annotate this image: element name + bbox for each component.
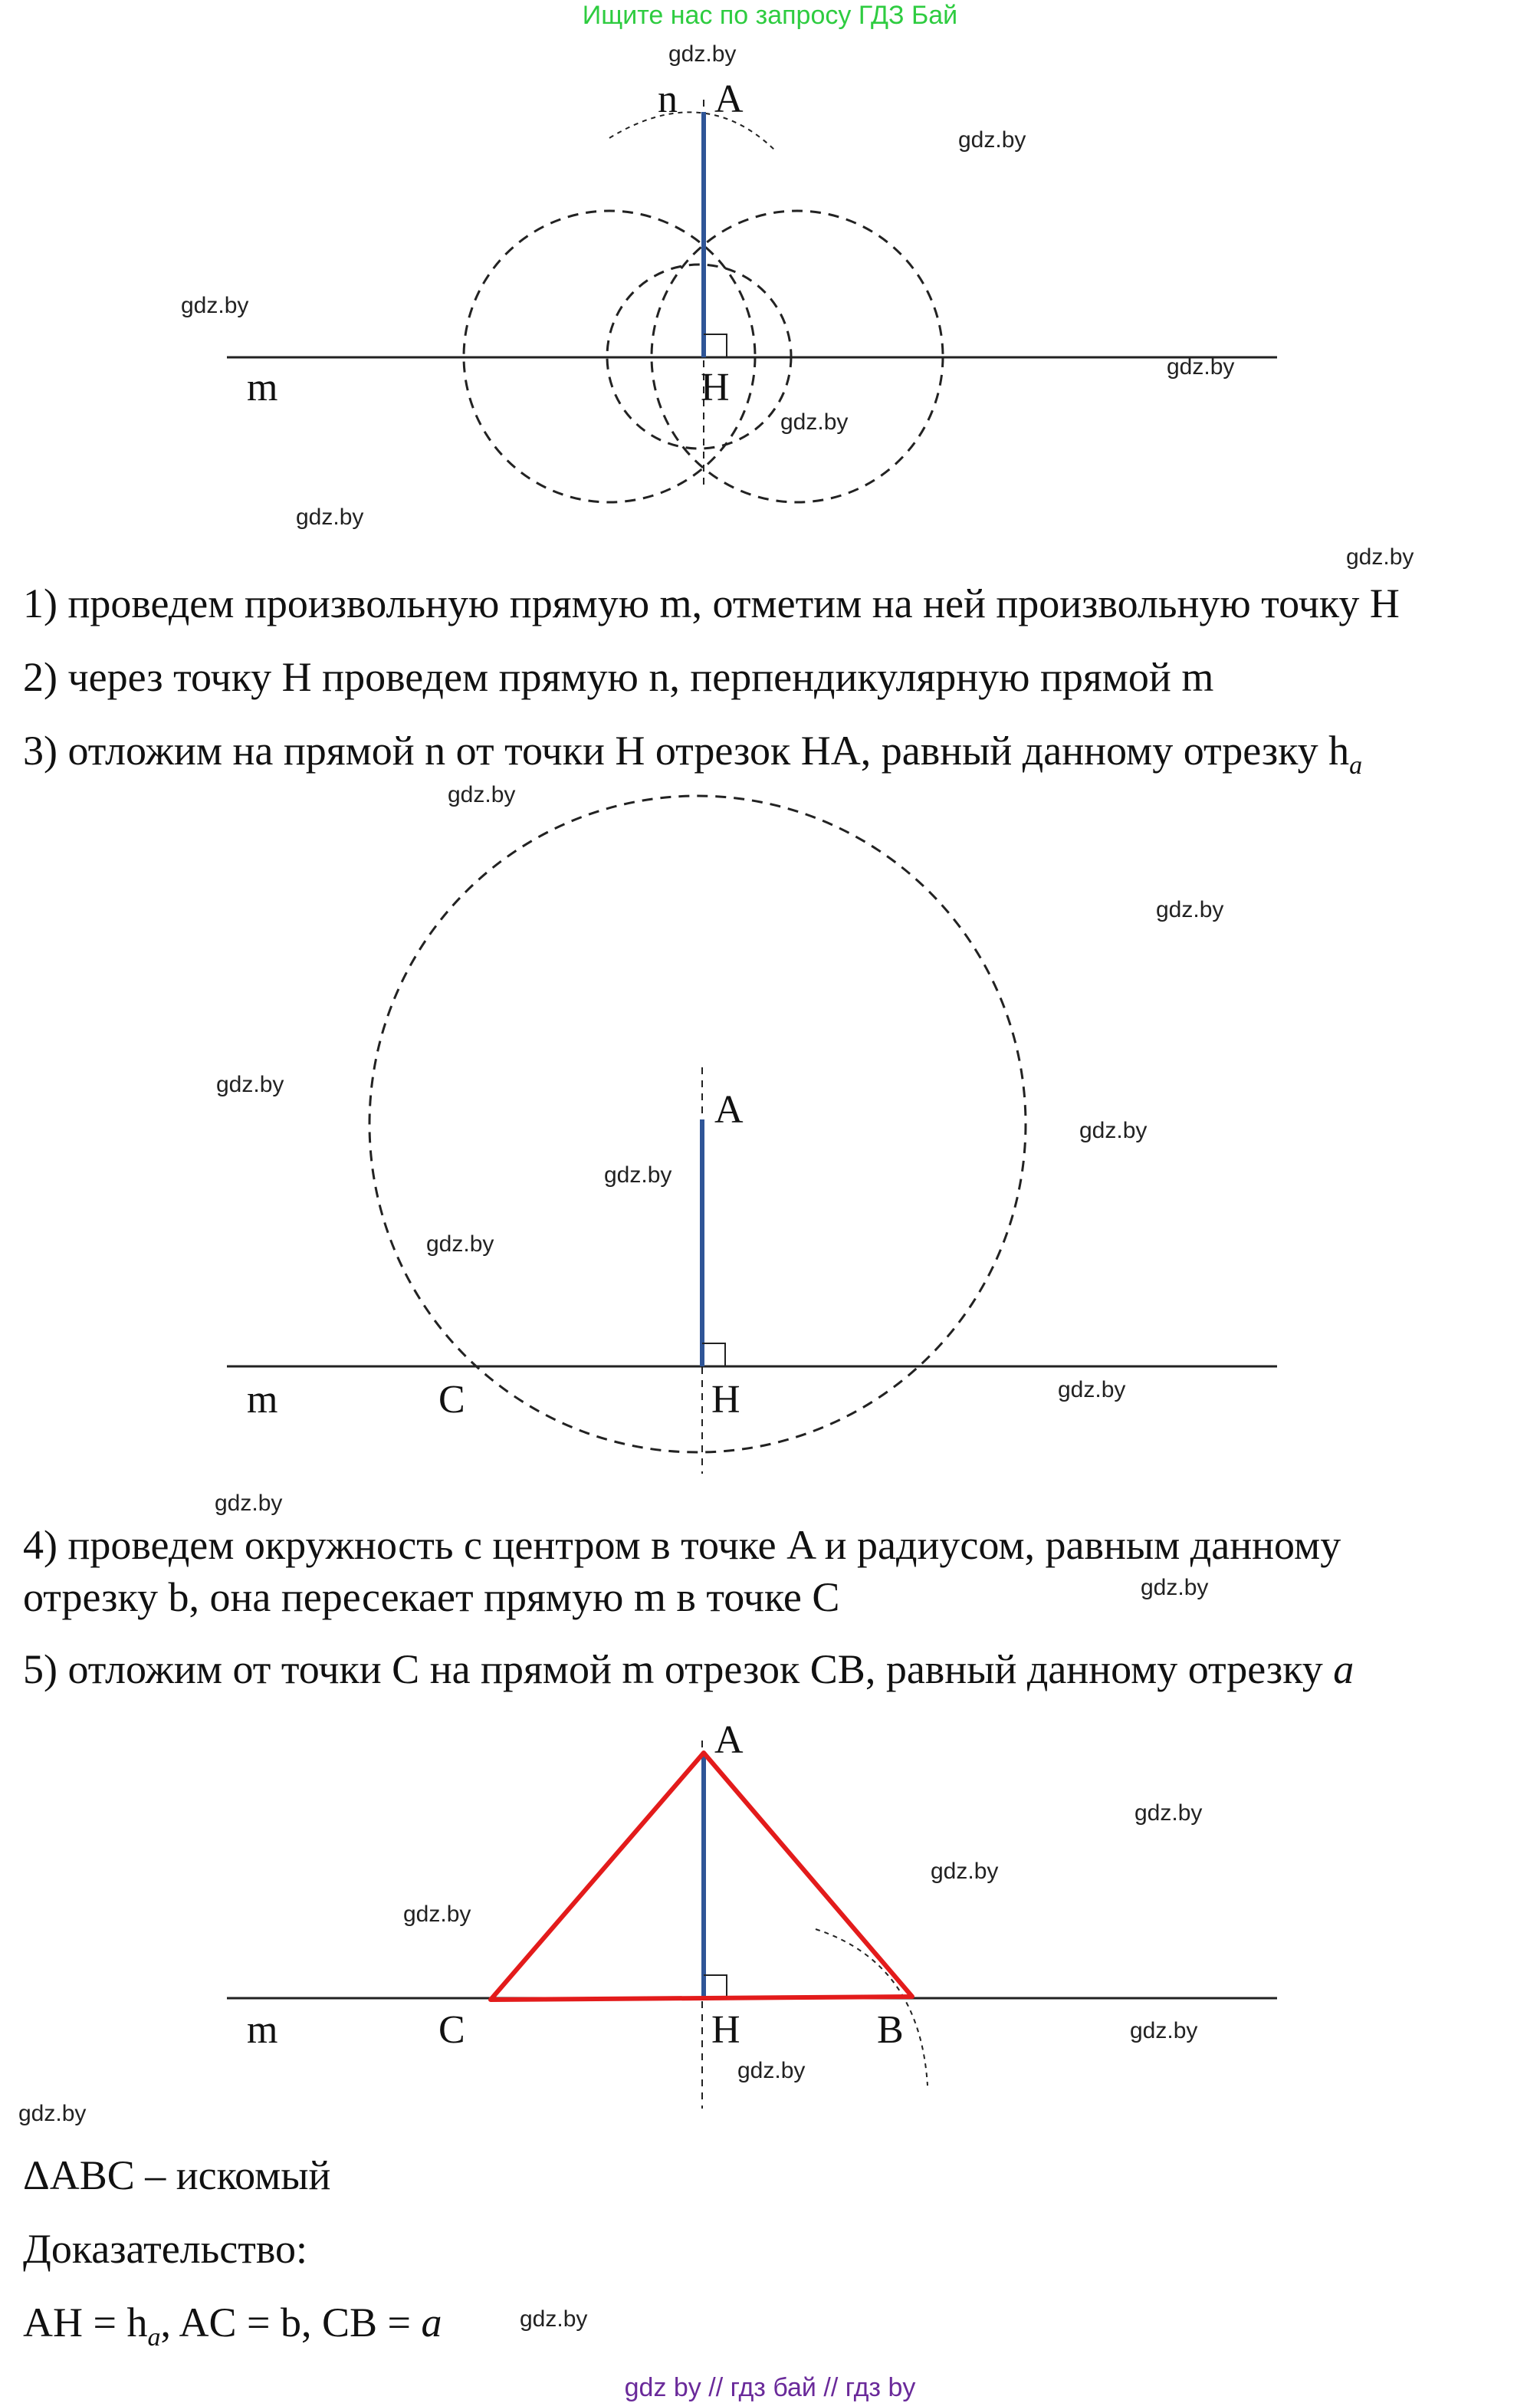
label-h: H [711, 2008, 740, 2052]
watermark: gdz.by [1079, 1118, 1148, 1143]
proof-line [23, 2297, 442, 2363]
watermark: gdz.by [216, 1072, 284, 1097]
proof-subscript: a [147, 2323, 161, 2352]
step-4-text: 4) проведем окружность с центром в точке A и радиусом, равным данному [23, 1522, 1341, 1568]
footer-links: gdz by // гдз бай // гдз by [624, 2373, 916, 2402]
figure-1 [181, 41, 1414, 570]
right-angle-mark [704, 334, 727, 357]
watermark: gdz.by [426, 1231, 494, 1257]
watermark: gdz.by [1134, 1800, 1203, 1826]
step-4-text-cont: отрезку b, она пересекает прямую m в точке C [23, 1574, 840, 1620]
label-h: H [701, 366, 730, 409]
watermark: gdz.by [668, 41, 737, 67]
arc-mark-a [609, 112, 776, 151]
watermark: gdz.by [181, 293, 249, 318]
watermark: gdz.by [296, 505, 364, 530]
proof-part-2: , AC = b, CB = [160, 2299, 422, 2345]
watermark: gdz.by [1141, 1575, 1209, 1600]
step-1 [23, 578, 1400, 629]
watermark: gdz.by [520, 2306, 588, 2332]
step-5 [23, 1644, 1354, 1695]
label-h: H [711, 1378, 740, 1422]
step-3-text: 3) отложим на прямой n от точки H отрезок HA, равный данному отрезку h [23, 728, 1350, 774]
watermark: gdz.by [1346, 544, 1414, 570]
result-statement [23, 2150, 330, 2201]
figure-2 [215, 782, 1277, 1600]
watermark: gdz.by [780, 409, 849, 435]
watermark: gdz.by [931, 1859, 999, 1884]
step-3 [23, 725, 1362, 791]
circle-center-a [369, 796, 1026, 1452]
label-b: B [877, 2008, 904, 2052]
top-banner: Ищите нас по запросу ГДЗ Бай [582, 1, 958, 30]
proof-heading-text: Доказательство: [23, 2226, 307, 2272]
proof-part-1: AH = h [23, 2299, 148, 2345]
step-2-text: 2) через точку H проведем прямую n, перпендикулярную прямой m [23, 654, 1214, 700]
right-angle-mark [704, 1975, 727, 1998]
label-c: C [438, 2008, 465, 2052]
label-m: m [247, 1378, 278, 1422]
label-a: A [714, 1088, 744, 1132]
step-5-variable: a [1333, 1646, 1354, 1692]
proof-variable: a [421, 2299, 442, 2345]
step-5-text: 5) отложим от точки C на прямой m отрезок CB, равный данному отрезку [23, 1646, 1323, 1692]
step-4-line-2 [23, 1572, 839, 1622]
label-a: A [714, 1718, 744, 1762]
step-3-subscript: a [1349, 751, 1363, 780]
label-m: m [247, 366, 278, 409]
watermark: gdz.by [403, 1902, 471, 1927]
step-1-text: 1) проведем произвольную прямую m, отметим на ней произвольную точку H [23, 580, 1400, 626]
step-2 [23, 652, 1213, 702]
label-a: A [714, 77, 744, 121]
proof-heading [23, 2224, 307, 2274]
watermark: gdz.by [448, 782, 516, 807]
label-m: m [247, 2008, 278, 2052]
label-n: n [658, 77, 678, 121]
label-c: C [438, 1378, 465, 1422]
watermark: gdz.by [958, 127, 1026, 153]
watermark: gdz.by [18, 2101, 87, 2126]
watermark: gdz.by [215, 1491, 283, 1516]
result-text: ΔABC – искомый [23, 2152, 331, 2198]
right-angle-mark [702, 1343, 725, 1366]
step-4-line-1 [23, 1520, 1341, 1570]
watermark: gdz.by [1156, 897, 1224, 922]
watermark: gdz.by [1167, 354, 1235, 380]
watermark: gdz.by [1058, 1377, 1126, 1402]
watermark: gdz.by [737, 2058, 806, 2083]
watermark: gdz.by [604, 1162, 672, 1188]
watermark: gdz.by [1130, 2018, 1198, 2043]
